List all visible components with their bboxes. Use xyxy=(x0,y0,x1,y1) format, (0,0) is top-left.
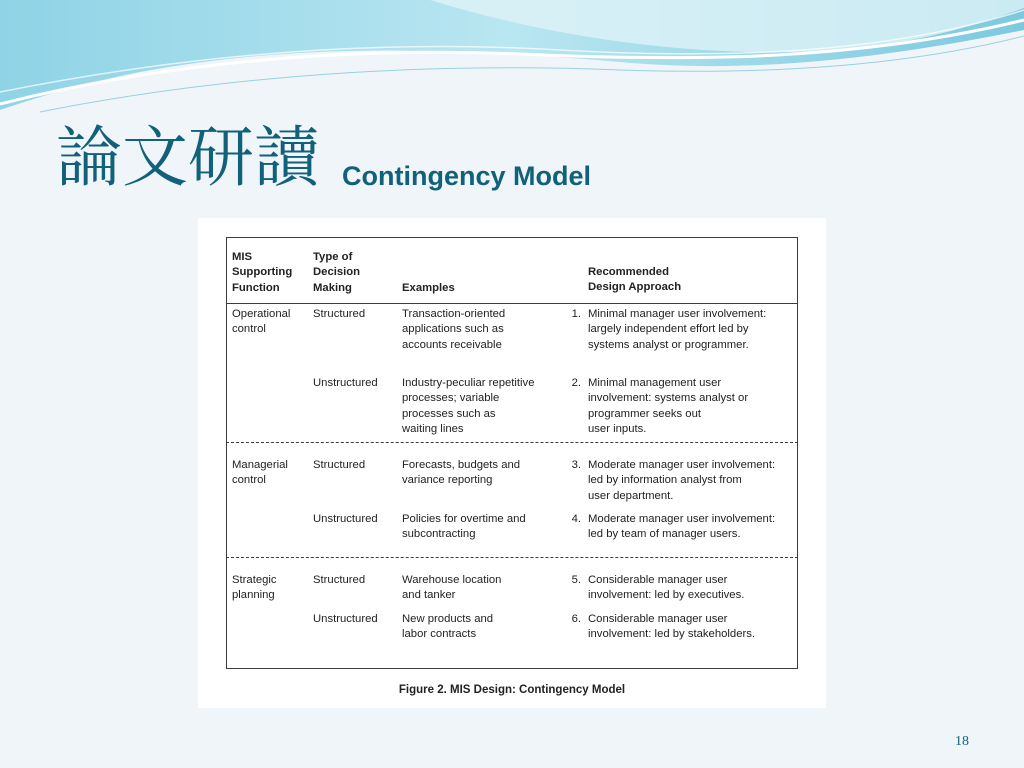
figure-caption: Figure 2. MIS Design: Contingency Model xyxy=(398,684,626,696)
approach-text: Considerable manager user involvement: led by executives. xyxy=(588,574,745,602)
approach-number: 5. xyxy=(571,574,581,586)
header-examples: Examples xyxy=(402,282,455,294)
slide-title-chinese: 論文研讀 xyxy=(56,119,320,196)
approach-number: 4. xyxy=(571,513,581,525)
approach-text: Minimal manager user involvement: largely independent effort led by systems analyst or programmer. xyxy=(588,308,767,351)
example-text: Policies for overtime and subcontracting xyxy=(402,513,526,541)
decision-type: Unstructured xyxy=(313,377,378,389)
decision-type: Structured xyxy=(313,308,366,320)
approach-number: 2. xyxy=(571,377,581,389)
approach-text: Minimal management user involvement: systems analyst or programmer seeks out user inputs. xyxy=(588,377,749,435)
contingency-table xyxy=(226,237,798,669)
group-divider xyxy=(226,557,798,558)
example-text: Transaction-oriented applications such as accounts receivable xyxy=(402,308,506,351)
function-label: Strategic planning xyxy=(232,574,277,602)
approach-text: Moderate manager user involvement: led by information analyst from user department. xyxy=(588,459,776,502)
decision-type: Unstructured xyxy=(313,513,378,525)
approach-text: Moderate manager user involvement: led by team of manager users. xyxy=(588,513,776,541)
approach-number: 1. xyxy=(571,308,581,320)
example-text: Warehouse location and tanker xyxy=(402,574,502,602)
function-label: Managerial control xyxy=(232,459,288,487)
approach-text: Considerable manager user involvement: led by stakeholders. xyxy=(588,613,756,641)
header-design-approach: Recommended Design Approach xyxy=(588,266,682,294)
example-text: Industry-peculiar repetitive processes; variable processes such as waiting lines xyxy=(402,377,535,435)
header-divider xyxy=(226,303,798,304)
page-number: 18 xyxy=(955,734,969,749)
group-divider xyxy=(226,442,798,443)
example-text: Forecasts, budgets and variance reporting xyxy=(402,459,521,487)
function-label: Operational control xyxy=(232,308,291,336)
example-text: New products and labor contracts xyxy=(402,613,494,641)
approach-number: 3. xyxy=(571,459,581,471)
header-function: MIS Supporting Function xyxy=(232,251,293,294)
decision-type: Structured xyxy=(313,574,366,586)
header-decision-type: Type of Decision Making xyxy=(313,251,361,294)
figure-image xyxy=(198,218,826,708)
decision-type: Unstructured xyxy=(313,613,378,625)
decision-type: Structured xyxy=(313,459,366,471)
approach-number: 6. xyxy=(571,613,581,625)
header-wave-decoration xyxy=(0,0,1024,120)
slide-title xyxy=(56,118,591,198)
slide-title-english: Contingency Model xyxy=(342,161,591,191)
